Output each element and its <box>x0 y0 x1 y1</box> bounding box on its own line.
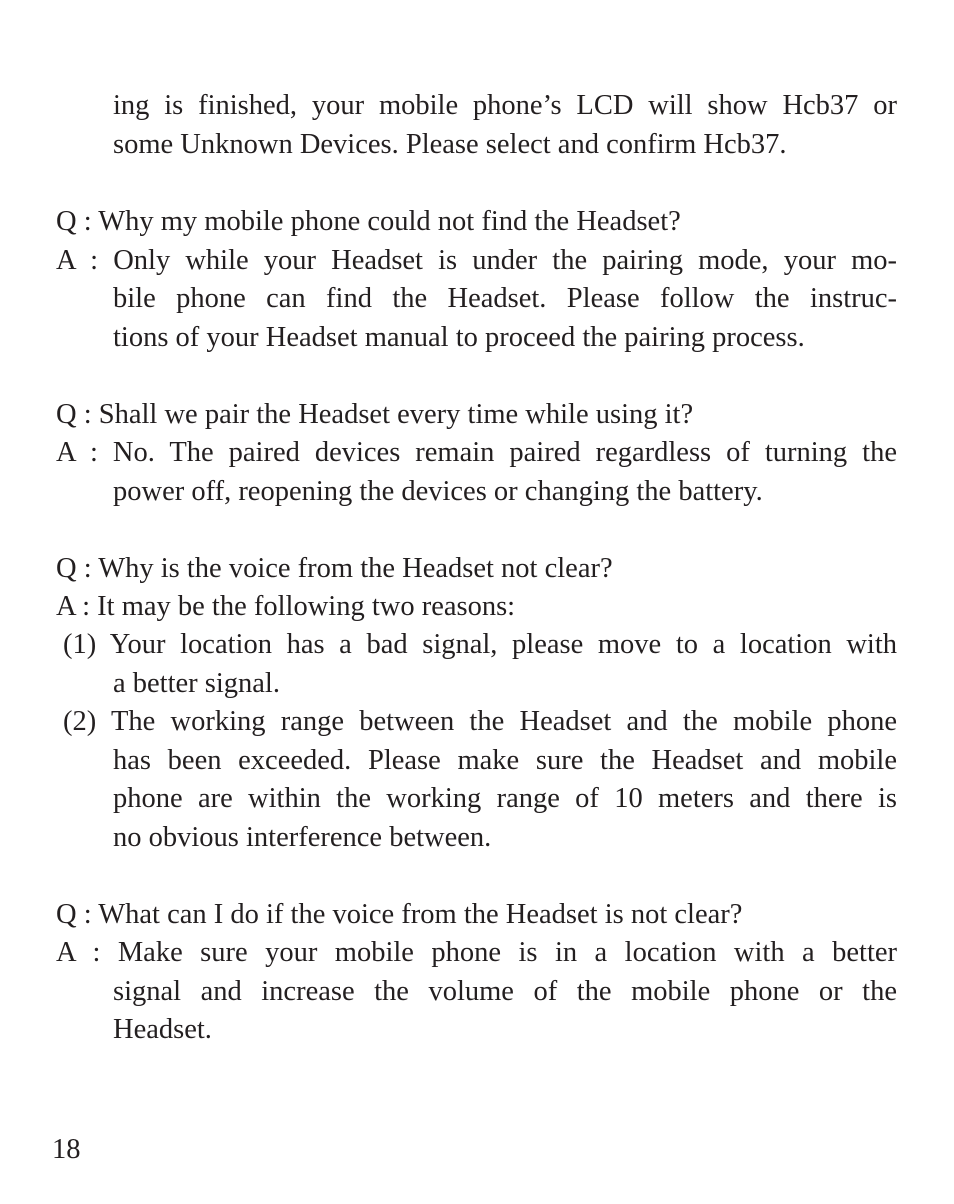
text-line: no obvious interference between. <box>113 822 492 853</box>
list-item: (1) Your location has a bad signal, please move to a location with <box>63 629 897 660</box>
list-item: (2) The working range between the Headset and the mobile phone <box>63 706 897 737</box>
text-line: ing is finished, your mobile phone’s LCD will show Hcb37 or <box>113 90 897 121</box>
answer-line: A : It may be the following two reasons: <box>56 591 516 622</box>
text-line: bile phone can find the Headset. Please follow the instruc- <box>113 283 897 314</box>
answer-line: A : No. The paired devices remain paired regardless of turning the <box>56 437 897 468</box>
question-line: Q : What can I do if the voice from the Headset is not clear? <box>56 899 743 930</box>
text-line: has been exceeded. Please make sure the Headset and mobile <box>113 745 897 776</box>
page-number: 18 <box>52 1134 81 1165</box>
question-line: Q : Shall we pair the Headset every time while using it? <box>56 399 694 430</box>
text-line: power off, reopening the devices or changing the battery. <box>113 476 763 507</box>
answer-line: A : Only while your Headset is under the pairing mode, your mo- <box>56 245 897 276</box>
text-line: signal and increase the volume of the mobile phone or the <box>113 976 897 1007</box>
question-line: Q : Why is the voice from the Headset not clear? <box>56 553 613 584</box>
text-line: phone are within the working range of 10 meters and there is <box>113 783 897 814</box>
text-line: tions of your Headset manual to proceed the pairing process. <box>113 322 805 353</box>
answer-line: A : Make sure your mobile phone is in a location with a better <box>56 937 897 968</box>
text-line: some Unknown Devices. Please select and confirm Hcb37. <box>113 129 787 160</box>
text-line: Headset. <box>113 1014 212 1045</box>
text-line: a better signal. <box>113 668 280 699</box>
question-line: Q : Why my mobile phone could not find the Headset? <box>56 206 681 237</box>
